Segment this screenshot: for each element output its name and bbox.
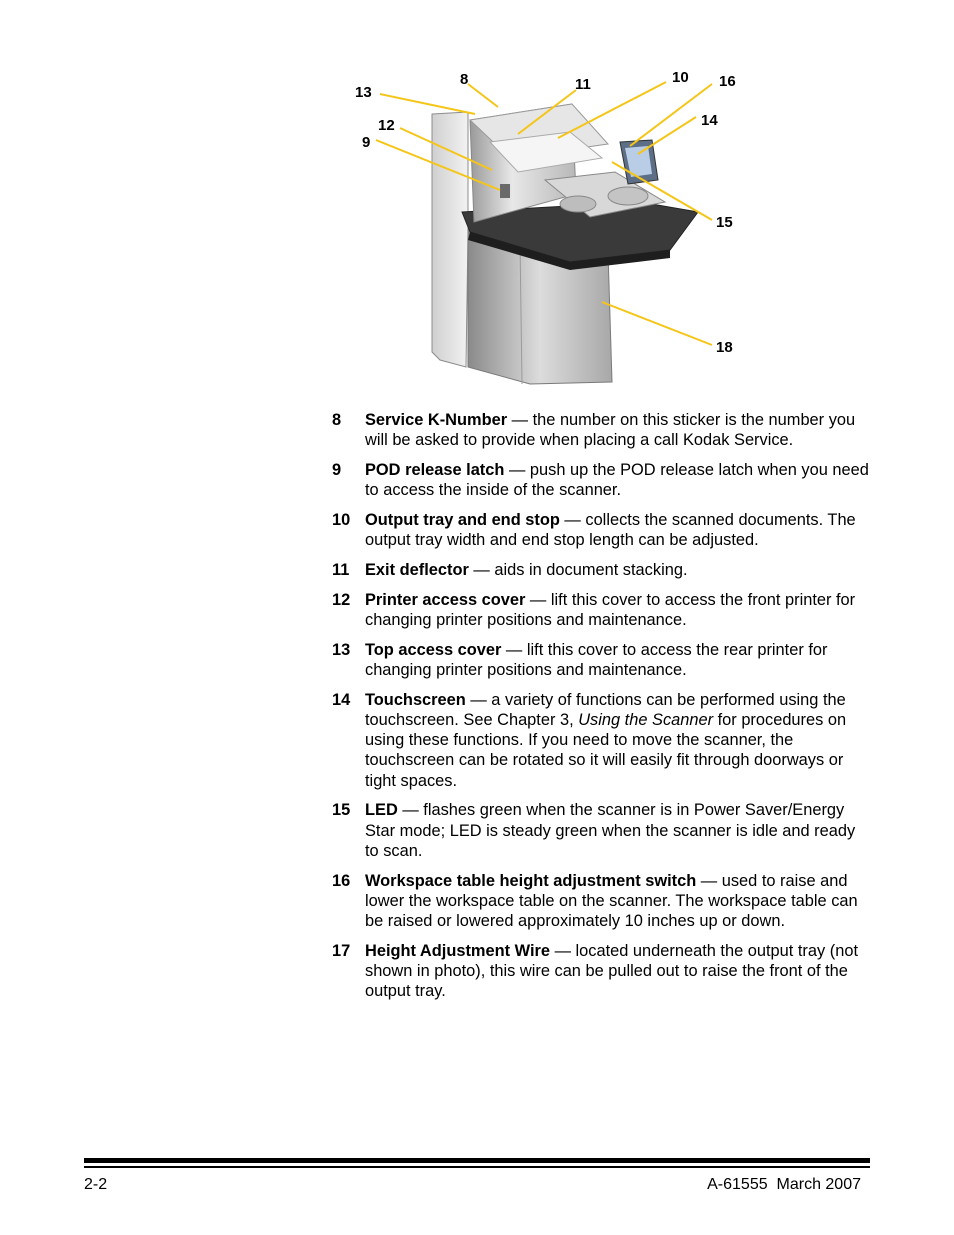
list-item: [332, 590, 872, 630]
callout-11: 11: [575, 76, 591, 93]
item-text: — a variety of functions can be performed using the touchscreen. See Chapter 3,: [365, 690, 846, 729]
item-term: Top access cover: [365, 640, 502, 659]
item-term: Printer access cover: [365, 590, 526, 609]
item-number: 12: [332, 590, 351, 609]
list-item: [332, 460, 872, 500]
scanner-figure: [340, 62, 760, 402]
item-term: Touchscreen: [365, 690, 466, 709]
item-term: POD release latch: [365, 461, 505, 479]
item-term: Workspace table height adjustment switch: [365, 871, 697, 890]
item-term: Service K-Number: [365, 411, 508, 429]
callout-9: 9: [362, 134, 371, 151]
item-term: Exit deflector: [365, 561, 469, 579]
item-text: — the number on this sticker is the number you will be asked to provide when placing a call Kodak Service.: [365, 411, 856, 450]
list-item: [332, 871, 872, 932]
item-list: [332, 410, 872, 1011]
page-number: 2-2: [84, 1176, 108, 1193]
list-item: [332, 640, 872, 680]
callout-18: 18: [716, 339, 733, 356]
item-text: — used to raise and lower the workspace table on the scanner. The workspace table can be raised or lowered approximately 10 inches up or down.: [365, 871, 858, 931]
item-term: Height Adjustment Wire: [365, 941, 551, 960]
document-id: A-61555 March 2007: [707, 1176, 861, 1193]
item-number: 11: [332, 561, 350, 579]
item-text: — lift this cover to access the front printer for changing printer positions and maintenance.: [365, 590, 856, 629]
callout-15: 15: [716, 214, 733, 231]
item-text: — push up the POD release latch when you need to access the inside of the scanner.: [365, 461, 869, 500]
item-text: — aids in document stacking.: [468, 561, 688, 579]
item-text: — collects the scanned documents. The output tray width and end stop length can be adjusted.: [365, 511, 856, 550]
item-text: for procedures on using these functions. If you need to move the scanner, the touchscreen can be rotated so it will easily fit through doorways or tight spaces.: [365, 711, 847, 790]
callout-16: 16: [719, 73, 736, 90]
callout-12: 12: [378, 117, 395, 134]
item-number: 14: [332, 690, 351, 709]
callout-13: 13: [355, 84, 372, 101]
footer-rule-thick: [84, 1158, 870, 1163]
callout-8: 8: [460, 71, 469, 88]
item-text: — located underneath the output tray (not shown in photo), this wire can be pulled out to raise the front of the output tray.: [365, 941, 858, 1001]
callout-14: 14: [701, 112, 718, 129]
item-term: LED: [365, 801, 398, 820]
footer-rule-thin: [84, 1166, 870, 1168]
item-text: — flashes green when the scanner is in Power Saver/Energy Star mode; LED is steady green when the scanner is idle and ready to scan.: [365, 801, 856, 860]
item-number: 13: [332, 640, 351, 659]
item-text-italic: Using the Scanner: [578, 711, 714, 729]
list-item: [332, 800, 872, 861]
list-item: [332, 410, 872, 450]
item-text: — lift this cover to access the rear printer for changing printer positions and maintenance.: [365, 640, 828, 679]
callout-lines: [340, 62, 760, 402]
item-term: Output tray and end stop: [365, 511, 560, 529]
list-item: [332, 510, 872, 550]
item-number: 15: [332, 801, 351, 820]
item-number: 9: [332, 461, 342, 479]
list-item: [332, 941, 872, 1002]
item-number: 16: [332, 871, 351, 890]
item-number: 8: [332, 411, 342, 429]
item-number: 10: [332, 511, 351, 529]
list-item: [332, 560, 872, 580]
item-number: 17: [332, 941, 351, 960]
callout-10: 10: [672, 69, 689, 86]
list-item: [332, 690, 872, 791]
